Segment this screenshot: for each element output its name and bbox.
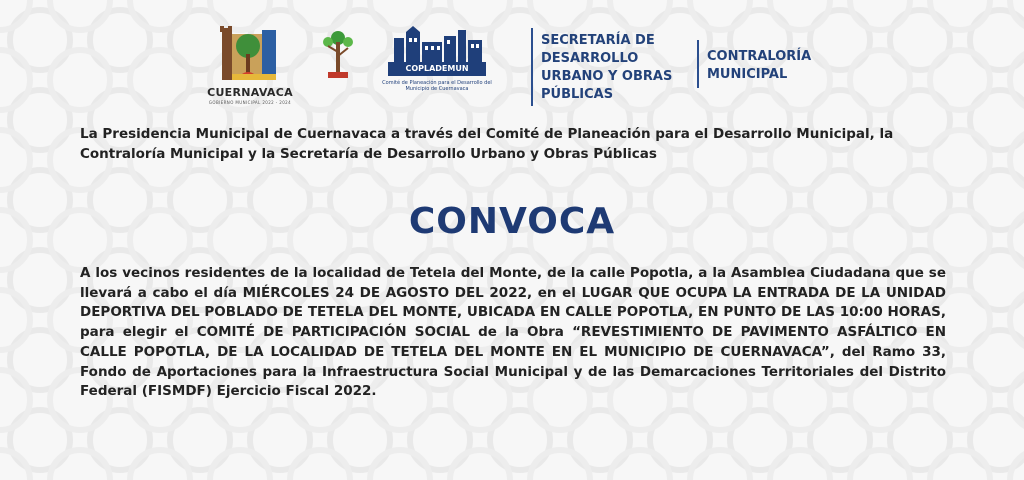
page-title: CONVOCA [408,201,616,242]
coplademun-banner: COPLADEMUN [388,62,486,76]
committee-name: COMITÉ DE PARTICIPACIÓN SOCIAL [196,324,470,341]
coplademun-subtitle: Comité de Planeación para el Desarrollo del Municipio de Cuernavaca [382,80,492,92]
divider-line [697,40,699,88]
body-text-segment: de la Obra [469,324,573,341]
cuernavaca-wordmark: CUERNAVACA [207,86,293,99]
body-text-segment: , del Ramo 33, Fondo de Aportaciones para la Infraestructura Social Municipal y de las Demarcaciones Territoriales del Distrito Federal (FISMDF) Ejercicio Fiscal 2022. [80,343,947,400]
event-date: MIÉRCOLES 24 DE AGOSTO DEL 2022 [242,284,527,301]
body-text-segment: , para elegir el [80,304,946,341]
coplademun-logo [372,24,502,108]
intro-paragraph: La Presidencia Municipal de Cuernavaca a través del Comité de Planeación para el Desarrollo Municipal, la Contraloría Municipal y la Secretaría de Desarrollo Urbano y Obras Públicas [80,126,894,162]
body-text-segment: , en el [526,284,582,301]
body-text-segment: A los vecinos residentes de la localidad de Tetela del Monte, de la calle Popotla, a la Asamblea Ciudadana que se llevará a cabo el día [80,265,946,301]
cuernavaca-subtitle: GOBIERNO MUNICIPAL 2022 - 2024 [208,100,292,105]
contraloria-label: CONTRALORÍA MUNICIPAL [707,49,812,82]
event-place: LUGAR QUE OCUPA LA ENTRADA DE LA UNIDAD DEPORTIVA DEL POBLADO DE TETELA DEL MONTE, UBICADA EN CALLE POPOTLA, EN PUNTO DE LAS 10:00 HORAS [80,284,946,321]
cuernavaca-logo [196,24,304,108]
header-logos [0,0,1024,118]
cuernavaca-emblem-icon [196,24,304,86]
tree-emblem-icon [318,28,358,80]
secretaria-label: SECRETARÍA DE DESARROLLO URBANO Y OBRAS PÚBLICAS [541,33,673,102]
divider-line [531,28,533,106]
project-name: “REVESTIMIENTO DE PAVIMENTO ASFÁLTICO EN CALLE POPOTLA, DE LA LOCALIDAD DE TETELA DEL MONTE EN EL MUNICIPIO DE CUERNAVACA” [80,324,947,360]
coplademun-buildings-icon [372,24,502,64]
convocation-body [80,264,946,402]
